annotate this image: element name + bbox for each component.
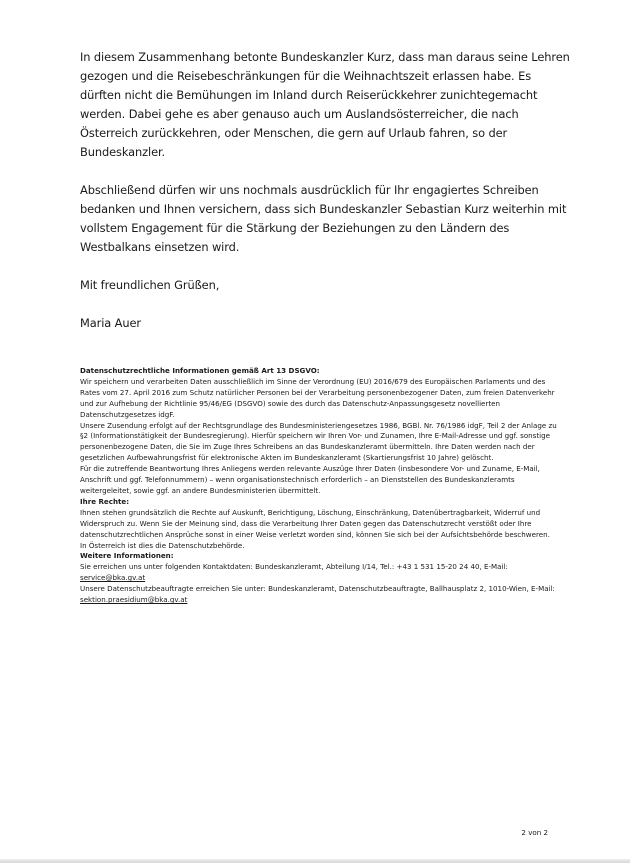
rights-heading: Ihre Rechte: [80, 496, 130, 506]
letter-paragraph-1: In diesem Zusammenhang betonte Bundeskanzler Kurz, dass man daraus seine Lehren gezogen und die Reisebeschränkungen für die Weihnachtszeit erlassen habe. Es dürften nicht die Bemühungen im Inland durch Reiserückkehrer zunichtegemacht werden. Dabei gehe es aber genauso auch um Auslandsösterreicher, die nach Österreich zurückkehren, oder Menschen, die gern auf Urlaub fahren, so der Bundeskanzler. [80, 50, 570, 159]
privacy-text-1: Wir speichern und verarbeiten Daten ausschließlich im Sinne der Verordnung (EU) 2016/679 des Europäischen Parlaments und des Rates vom 27. April 2016 zum Schutz natürlicher Personen bei der Verarbeitung personenbezogener Daten, zum freien Datenverkehr und zur Aufhebung der Richtlinie 95/46/EG (DSGVO) sowie des durch das Datenschutz-Anpassungsgesetz novellierten Datenschutzgesetzes idgF. [80, 376, 555, 419]
privacy-text-3: Für die zutreffende Beantwortung Ihres Anliegens werden relevante Auszüge Ihrer Daten (insbesondere Vor- und Zuname, E-Mail, Anschrift und ggf. Telefonnummern) – wenn organisationstechnisch erforderlich – an Dienststellen des Bundeskanzleramts weitergeleitet, sowie ggf. an andere Bundesministerien übermittelt. [80, 464, 540, 495]
info-dpo [80, 584, 558, 606]
letter-signature: Maria Auer [80, 316, 141, 330]
info-contact-text: Sie erreichen uns unter folgenden Kontaktdaten: Bundeskanzleramt, Abteilung I/14, Tel.: +43 1 531 15-20 24 40, E-Mail: [80, 562, 508, 572]
letter-body [80, 48, 572, 333]
privacy-notice [80, 366, 558, 606]
dpo-email-link[interactable]: sektion.praesidium@bka.gv.at [80, 595, 188, 605]
page-number: 2 von 2 [521, 828, 548, 837]
letter-closing: Mit freundlichen Grüßen, [80, 278, 220, 292]
info-dpo-text: Unsere Datenschutzbeauftragte erreichen Sie unter: Bundeskanzleramt, Datenschutzbeauftragte, Ballhausplatz 2, 1010-Wien, E-Mail: [80, 584, 555, 594]
privacy-heading: Datenschutzrechtliche Informationen gemäß Art 13 DSGVO: [80, 366, 320, 375]
privacy-text-2: Unsere Zusendung erfolgt auf der Rechtsgrundlage des Bundesministeriengesetzes 1986, BGBl. Nr. 76/1986 idgF, Teil 2 der Anlage zu §2 (Informationstätigkeit der Bundesregierung). Hierfür speichern wir Ihren Vor- und Zunamen, Ihre E-Mail-Adresse und ggf. sonstige personenbezogene Daten, die Sie im Zuge Ihres Schreibens an das Bundeskanzleramt übermitteln. Ihre Daten werden nach der gesetzlichen Aufbewahrungsfrist für elektronische Akten im Bundeskanzleramt (Skartierungsfrist 10 Jahre) gelöscht. [80, 420, 557, 463]
rights-text: Ihnen stehen grundsätzlich die Rechte auf Auskunft, Berichtigung, Löschung, Einschränkung, Datenübertragbarkeit, Widerruf und Widerspruch zu. Wenn Sie der Meinung sind, dass die Verarbeitung Ihrer Daten gegen das Datenschutzrecht verstößt oder Ihre datenschutzrechtlichen Ansprüche sonst in einer Weise verletzt worden sind, können Sie sich bei der Aufsichtsbehörde beschweren. In Österreich ist dies die Datenschutzbehörde. [80, 507, 550, 550]
letter-paragraph-2: Abschließend dürfen wir uns nochmals ausdrücklich für Ihr engagiertes Schreiben bedanken und Ihnen versichern, dass sich Bundeskanzler Sebastian Kurz weiterhin mit vollstem Engagement für die Stärkung der Beziehungen zu den Ländern des Westbalkans einsetzen wird. [80, 183, 567, 254]
info-contact [80, 562, 558, 584]
service-email-link[interactable]: service@bka.gv.at [80, 573, 146, 583]
info-heading: Weitere Informationen: [80, 551, 174, 561]
page-bottom-edge [0, 859, 630, 863]
